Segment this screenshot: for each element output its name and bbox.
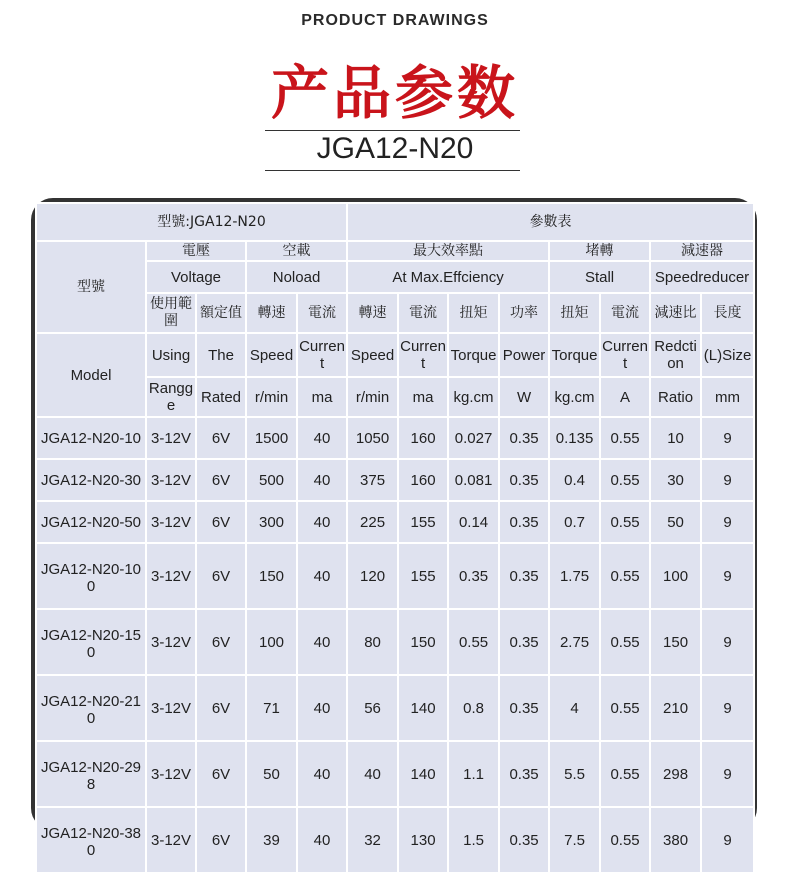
sub-en-header: Speed	[347, 333, 398, 377]
table-row	[36, 609, 754, 675]
group-cn-noload: 空載	[246, 241, 347, 261]
value-cell: 39	[246, 807, 297, 873]
spec-table	[35, 202, 755, 874]
table-row	[36, 501, 754, 543]
value-cell: 6V	[196, 741, 246, 807]
value-cell: 0.081	[448, 459, 499, 501]
value-cell: 40	[297, 609, 347, 675]
value-cell: 155	[398, 501, 448, 543]
value-cell: 0.35	[448, 543, 499, 609]
divider-bottom	[265, 170, 520, 171]
group-cn-row	[36, 241, 754, 261]
unit-header: A	[600, 377, 650, 417]
value-cell: 2.75	[549, 609, 600, 675]
sub-en-header: Current	[297, 333, 347, 377]
table-row	[36, 417, 754, 459]
value-cell: 0.55	[600, 417, 650, 459]
sub-cn-header: 長度	[701, 293, 754, 333]
value-cell: 225	[347, 501, 398, 543]
value-cell: 0.35	[499, 501, 549, 543]
sub-en-header: Torque	[448, 333, 499, 377]
param-table-title: 參數表	[347, 203, 754, 241]
value-cell: 210	[650, 675, 701, 741]
sub-cn-header: 使用範圍	[146, 293, 196, 333]
value-cell: 9	[701, 675, 754, 741]
value-cell: 380	[650, 807, 701, 873]
value-cell: 6V	[196, 675, 246, 741]
value-cell: 50	[246, 741, 297, 807]
subtitle-en: PRODUCT DRAWINGS	[301, 12, 489, 29]
value-cell: 7.5	[549, 807, 600, 873]
sub-cn-header: 扭矩	[549, 293, 600, 333]
unit-header: mm	[701, 377, 754, 417]
value-cell: 0.55	[448, 609, 499, 675]
value-cell: 0.55	[600, 807, 650, 873]
value-cell: 375	[347, 459, 398, 501]
value-cell: 6V	[196, 501, 246, 543]
value-cell: 40	[347, 741, 398, 807]
group-cn-reducer: 減速器	[650, 241, 754, 261]
divider-top	[265, 130, 520, 131]
sub-cn-header: 轉速	[347, 293, 398, 333]
value-cell: 6V	[196, 807, 246, 873]
unit-header: Rangge	[146, 377, 196, 417]
unit-header: ma	[297, 377, 347, 417]
table-row	[36, 807, 754, 873]
value-cell: 40	[297, 501, 347, 543]
model-cell: JGA12-N20-380	[36, 807, 146, 873]
value-cell: 9	[701, 609, 754, 675]
value-cell: 1.75	[549, 543, 600, 609]
sub-en-header: Redction	[650, 333, 701, 377]
group-cn-voltage: 電壓	[146, 241, 246, 261]
value-cell: 10	[650, 417, 701, 459]
model-cell: JGA12-N20-298	[36, 741, 146, 807]
value-cell: 40	[297, 459, 347, 501]
value-cell: 3-12V	[146, 741, 196, 807]
value-cell: 5.5	[549, 741, 600, 807]
model-cell: JGA12-N20-30	[36, 459, 146, 501]
value-cell: 40	[297, 675, 347, 741]
value-cell: 40	[297, 807, 347, 873]
sub-en-header: (L)Size	[701, 333, 754, 377]
value-cell: 500	[246, 459, 297, 501]
value-cell: 140	[398, 675, 448, 741]
value-cell: 40	[297, 417, 347, 459]
value-cell: 1500	[246, 417, 297, 459]
value-cell: 0.35	[499, 741, 549, 807]
unit-header: r/min	[347, 377, 398, 417]
value-cell: 100	[650, 543, 701, 609]
value-cell: 1.1	[448, 741, 499, 807]
model-en-header: Model	[36, 333, 146, 417]
value-cell: 0.027	[448, 417, 499, 459]
value-cell: 30	[650, 459, 701, 501]
model-cn-header: 型號	[36, 241, 146, 333]
value-cell: 0.55	[600, 501, 650, 543]
table-row	[36, 741, 754, 807]
value-cell: 3-12V	[146, 501, 196, 543]
sub-cn-header: 功率	[499, 293, 549, 333]
value-cell: 0.35	[499, 459, 549, 501]
value-cell: 9	[701, 501, 754, 543]
value-cell: 0.35	[499, 543, 549, 609]
sub-en-header: Using	[146, 333, 196, 377]
value-cell: 100	[246, 609, 297, 675]
unit-header: kg.cm	[549, 377, 600, 417]
value-cell: 0.55	[600, 609, 650, 675]
value-cell: 0.55	[600, 741, 650, 807]
value-cell: 150	[246, 543, 297, 609]
value-cell: 56	[347, 675, 398, 741]
table-row	[36, 543, 754, 609]
group-en-maxeff: At Max.Effciency	[347, 261, 549, 293]
sub-en-header: Power	[499, 333, 549, 377]
value-cell: 71	[246, 675, 297, 741]
sub-en-header: Current	[398, 333, 448, 377]
value-cell: 0.35	[499, 417, 549, 459]
table-row	[36, 675, 754, 741]
value-cell: 9	[701, 417, 754, 459]
value-cell: 0.55	[600, 543, 650, 609]
sub-cn-header: 轉速	[246, 293, 297, 333]
value-cell: 150	[650, 609, 701, 675]
value-cell: 80	[347, 609, 398, 675]
group-en-reducer: Speedreducer	[650, 261, 754, 293]
value-cell: 6V	[196, 609, 246, 675]
unit-header: Rated	[196, 377, 246, 417]
spec-table-card	[31, 198, 757, 859]
value-cell: 6V	[196, 417, 246, 459]
value-cell: 1.5	[448, 807, 499, 873]
value-cell: 0.14	[448, 501, 499, 543]
group-en-stall: Stall	[549, 261, 650, 293]
value-cell: 3-12V	[146, 543, 196, 609]
model-cell: JGA12-N20-210	[36, 675, 146, 741]
value-cell: 9	[701, 741, 754, 807]
value-cell: 40	[297, 741, 347, 807]
unit-header: Ratio	[650, 377, 701, 417]
value-cell: 0.8	[448, 675, 499, 741]
value-cell: 0.35	[499, 609, 549, 675]
value-cell: 40	[297, 543, 347, 609]
sub-cn-header: 電流	[600, 293, 650, 333]
value-cell: 3-12V	[146, 417, 196, 459]
value-cell: 155	[398, 543, 448, 609]
value-cell: 300	[246, 501, 297, 543]
sub-cn-header: 電流	[398, 293, 448, 333]
value-cell: 0.4	[549, 459, 600, 501]
model-cell: JGA12-N20-50	[36, 501, 146, 543]
sub-en-header: The	[196, 333, 246, 377]
value-cell: 150	[398, 609, 448, 675]
value-cell: 4	[549, 675, 600, 741]
value-cell: 9	[701, 459, 754, 501]
value-cell: 3-12V	[146, 807, 196, 873]
value-cell: 0.35	[499, 807, 549, 873]
value-cell: 3-12V	[146, 609, 196, 675]
unit-header: r/min	[246, 377, 297, 417]
value-cell: 50	[650, 501, 701, 543]
value-cell: 1050	[347, 417, 398, 459]
value-cell: 9	[701, 807, 754, 873]
value-cell: 120	[347, 543, 398, 609]
model-heading: JGA12-N20	[316, 132, 474, 165]
group-cn-stall: 堵轉	[549, 241, 650, 261]
sub-cn-header: 減速比	[650, 293, 701, 333]
unit-header: ma	[398, 377, 448, 417]
group-cn-maxeff: 最大效率點	[347, 241, 549, 261]
unit-header: W	[499, 377, 549, 417]
value-cell: 3-12V	[146, 675, 196, 741]
group-en-voltage: Voltage	[146, 261, 246, 293]
unit-header: kg.cm	[448, 377, 499, 417]
page-header	[0, 0, 790, 190]
value-cell: 32	[347, 807, 398, 873]
sub-cn-header: 扭矩	[448, 293, 499, 333]
value-cell: 140	[398, 741, 448, 807]
value-cell: 160	[398, 459, 448, 501]
value-cell: 130	[398, 807, 448, 873]
value-cell: 298	[650, 741, 701, 807]
value-cell: 3-12V	[146, 459, 196, 501]
value-cell: 0.55	[600, 675, 650, 741]
sub-en-row	[36, 333, 754, 377]
sub-en-header: Torque	[549, 333, 600, 377]
sub-cn-header: 電流	[297, 293, 347, 333]
table-title-row	[36, 203, 754, 241]
group-en-noload: Noload	[246, 261, 347, 293]
value-cell: 0.135	[549, 417, 600, 459]
sub-en-header: Speed	[246, 333, 297, 377]
value-cell: 0.35	[499, 675, 549, 741]
sub-cn-header: 額定值	[196, 293, 246, 333]
model-label-cell: 型號:JGA12-N20	[36, 203, 347, 241]
model-cell: JGA12-N20-150	[36, 609, 146, 675]
value-cell: 9	[701, 543, 754, 609]
sub-en-header: Current	[600, 333, 650, 377]
model-cell: JGA12-N20-10	[36, 417, 146, 459]
value-cell: 160	[398, 417, 448, 459]
model-cell: JGA12-N20-100	[36, 543, 146, 609]
table-row	[36, 459, 754, 501]
value-cell: 0.55	[600, 459, 650, 501]
value-cell: 0.7	[549, 501, 600, 543]
value-cell: 6V	[196, 459, 246, 501]
page-title: 产品参数	[270, 59, 519, 127]
value-cell: 6V	[196, 543, 246, 609]
